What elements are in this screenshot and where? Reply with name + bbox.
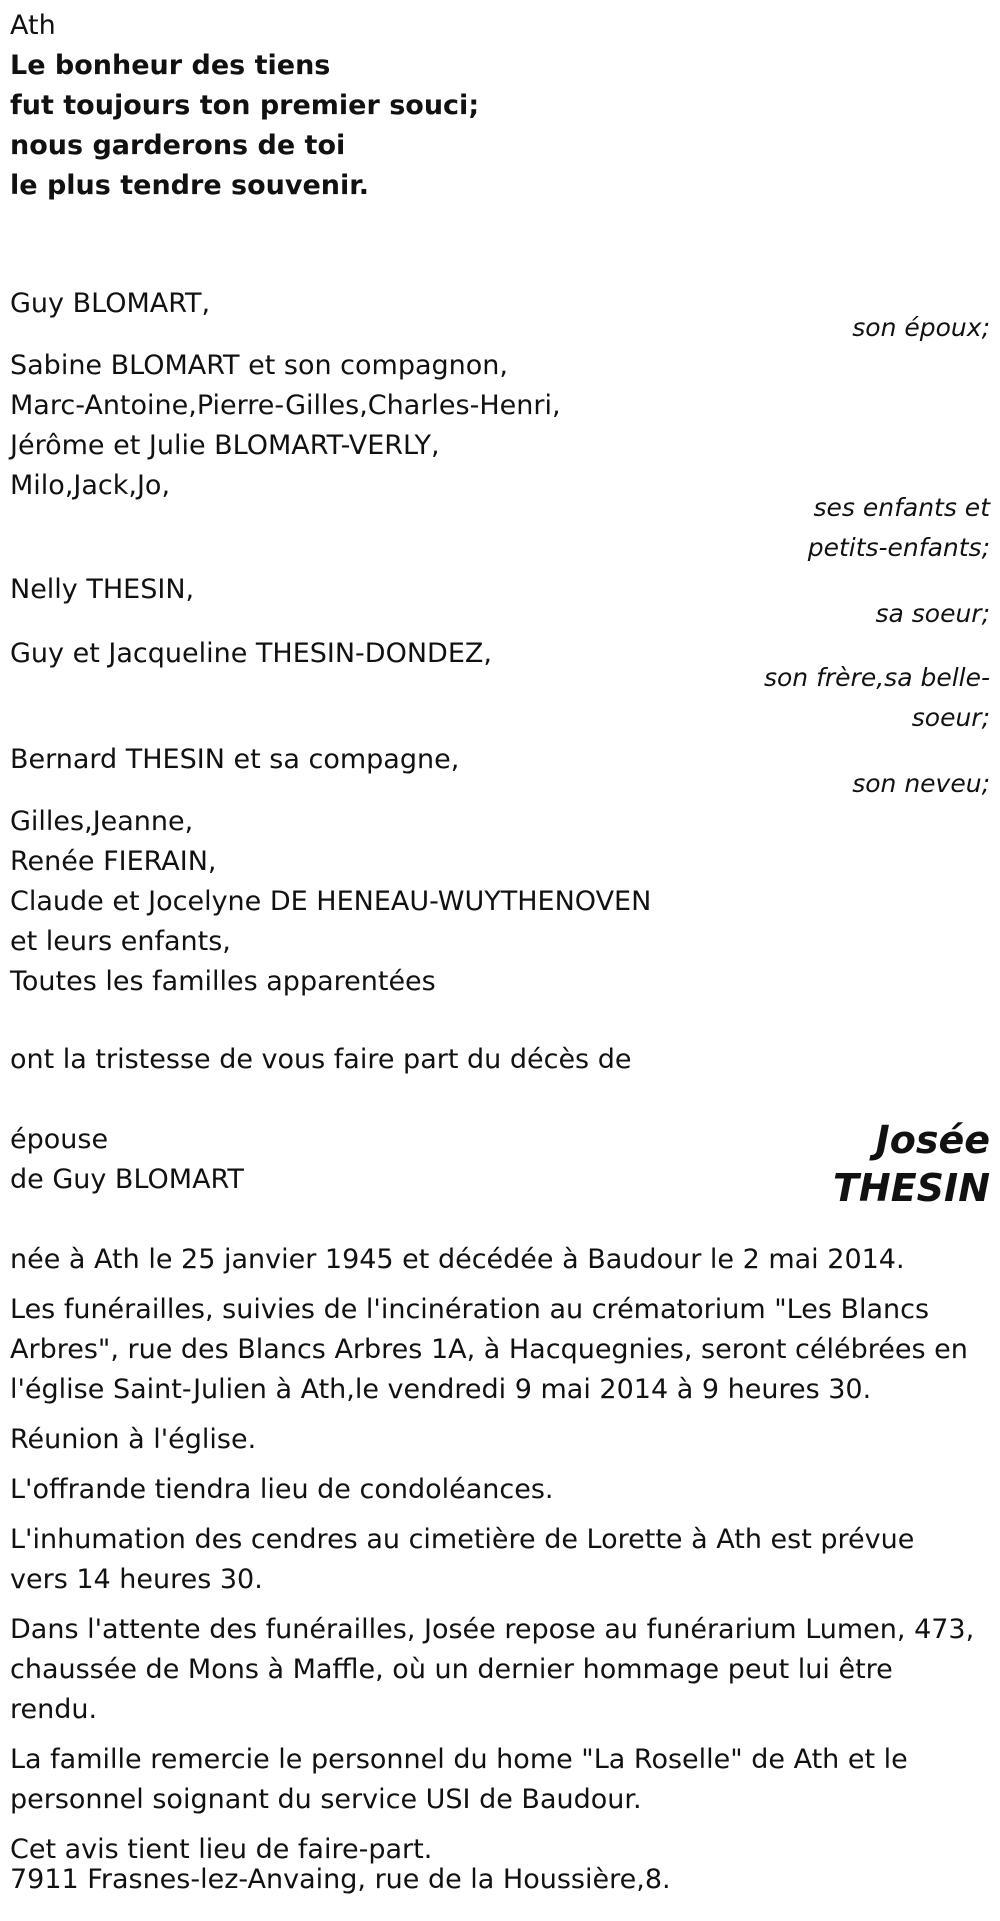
deceased-name [0, 1116, 990, 1212]
family-sister: Nelly THESIN, [10, 574, 195, 605]
family-line: Claude et Jocelyne DE HENEAU-WUYTHENOVEN [10, 886, 652, 917]
detail-paragraph: Les funérailles, suivies de l'incinération au crématorium "Les Blancs Arbres", rue des Blancs Arbres 1A, à Hacquegnies, seront célébrées en l'église Saint-Julien à Ath,le vendredi 9 mai 2014 à 9 heures 30. [10, 1294, 968, 1405]
poem [10, 46, 479, 206]
detail-paragraph: L'inhumation des cendres au cimetière de Lorette à Ath est prévue vers 14 heures 30. [10, 1524, 915, 1595]
detail-paragraph: Dans l'attente des funérailles, Josée repose au funérarium Lumen, 473, chaussée de Mons à Maffle, où un dernier hommage peut lui être rendu. [10, 1614, 975, 1725]
family-children [10, 346, 561, 506]
location: Ath [10, 10, 56, 41]
poem-line: nous garderons de toi [10, 130, 346, 161]
detail-paragraph: L'offrande tiendra lieu de condoléances. [10, 1474, 554, 1505]
family-line: Renée FIERAIN, [10, 846, 217, 877]
deceased-last-name: THESIN [833, 1166, 990, 1210]
poem-line: fut toujours ton premier souci; [10, 90, 480, 121]
relation-nephew: son neveu; [852, 769, 990, 798]
details [10, 1240, 980, 1880]
family-line: Toutes les familles apparentées [10, 966, 436, 997]
deceased-spouse-line: épouse [10, 1124, 109, 1155]
relation-spouse: son époux; [852, 313, 990, 342]
family-line: Jérôme et Julie BLOMART-VERLY, [10, 430, 440, 461]
relation-children-1: ses enfants et [813, 493, 990, 522]
family-line: Gilles,Jeanne, [10, 806, 194, 837]
family-line: et leurs enfants, [10, 926, 231, 957]
relation-sister: sa soeur; [875, 599, 990, 628]
relation-brother-2: soeur; [911, 703, 990, 732]
family-line: Marc-Antoine,Pierre-Gilles,Charles-Henri, [10, 390, 561, 421]
detail-paragraph: née à Ath le 25 janvier 1945 et décédée à Baudour le 2 mai 2014. [10, 1244, 905, 1275]
poem-line: le plus tendre souvenir. [10, 170, 369, 201]
family-line: Milo,Jack,Jo, [10, 470, 171, 501]
family-line: Sabine BLOMART et son compagnon, [10, 350, 508, 381]
detail-paragraph: Réunion à l'église. [10, 1424, 257, 1455]
poem-line: Le bonheur des tiens [10, 50, 331, 81]
announcement: ont la tristesse de vous faire part du décès de [10, 1044, 632, 1075]
address: 7911 Frasnes-lez-Anvaing, rue de la Houssière,8. [10, 1864, 671, 1895]
family-brother: Guy et Jacqueline THESIN-DONDEZ, [10, 638, 492, 669]
relation-brother-1: son frère,sa belle- [763, 663, 990, 692]
family-others [10, 802, 651, 1002]
relation-children-2: petits-enfants; [807, 533, 990, 562]
family-nephew: Bernard THESIN et sa compagne, [10, 744, 460, 775]
deceased-spouse-line: de Guy BLOMART [10, 1164, 244, 1195]
family-spouse: Guy BLOMART, [10, 288, 211, 319]
deceased-first-name: Josée [875, 1118, 990, 1162]
detail-paragraph: La famille remercie le personnel du home "La Roselle" de Ath et le personnel soignant du service USI de Baudour. [10, 1744, 908, 1815]
detail-paragraph: Cet avis tient lieu de faire-part. [10, 1834, 433, 1865]
